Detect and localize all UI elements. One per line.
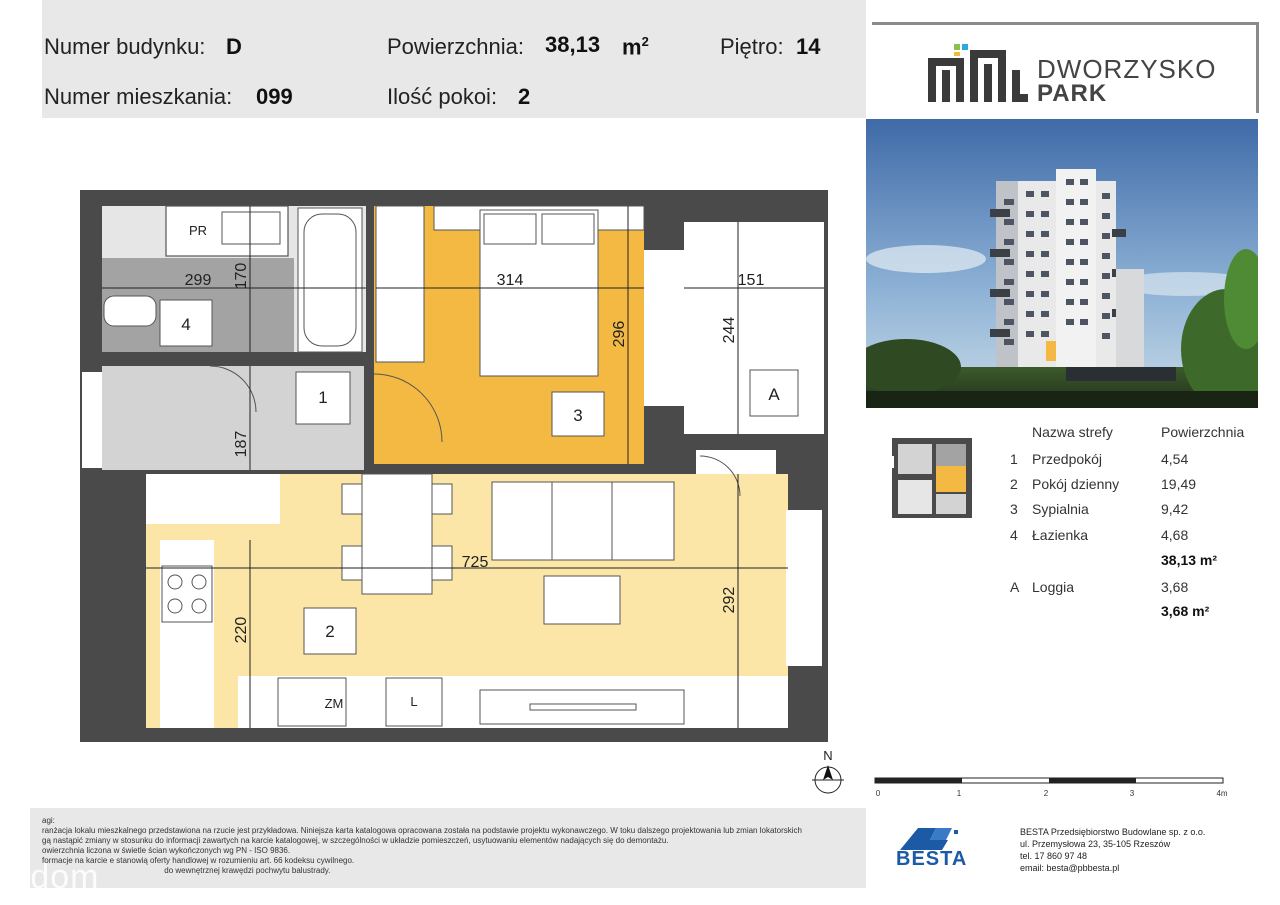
legend-row-no: 2 xyxy=(1010,476,1018,492)
company-contact xyxy=(1020,826,1205,874)
company-address: ul. Przemysłowa 23, 35-105 Rzeszów xyxy=(1020,839,1171,849)
dim-label: 314 xyxy=(496,272,524,289)
fixture-label-pr: PR xyxy=(188,223,208,238)
dim-label: 244 xyxy=(721,316,738,344)
footnote-line: agi: xyxy=(42,816,55,825)
legend-row-no: 4 xyxy=(1010,527,1018,543)
company-email: email: besta@pbbesta.pl xyxy=(1020,863,1120,873)
legend-row-area: 9,42 xyxy=(1161,501,1189,517)
building-label: Numer budynku: xyxy=(44,34,206,59)
room-label-4: 4 xyxy=(181,315,191,334)
legend-total-extra: 3,68 m² xyxy=(1161,603,1210,619)
floor-plan xyxy=(70,180,860,805)
scale-label: 1 xyxy=(956,789,962,798)
besta-brand-text: BESTA xyxy=(896,848,968,870)
legend-row-no: 1 xyxy=(1010,451,1018,467)
wardrobe xyxy=(146,474,280,524)
dworzysko-logo-icon xyxy=(924,40,1034,106)
scale-label: 2 xyxy=(1043,789,1049,798)
fixture-label-zm: ZM xyxy=(324,696,344,711)
legend-row-name: Przedpokój xyxy=(1032,451,1103,467)
dim-label: 725 xyxy=(461,554,489,571)
building-value: D xyxy=(226,34,242,59)
building-rendering-image xyxy=(866,119,1258,408)
legend-row-name: Łazienka xyxy=(1032,527,1089,543)
legend-row-name: Sypialnia xyxy=(1032,501,1089,517)
area-unit-sup: 2 xyxy=(641,34,649,49)
footnote-line: ranżacja lokalu mieszkalnego przedstawiona na rzucie jest przykładowa. Niniejsza karta katalogowa opracowana została na podstawie projektu wykonawczego. W toku dalszego projektowania lub zmian lokatorskich xyxy=(42,826,802,835)
north-label: N xyxy=(823,748,833,763)
legend-total: 38,13 m² xyxy=(1161,552,1218,568)
area-value: 38,13 xyxy=(545,32,601,57)
footnote-line: do wewnętrznej krawędzi pochwytu balustrady. xyxy=(42,866,331,875)
legend-row-name: Loggia xyxy=(1032,579,1075,595)
footnote-line: owierzchnia liczona w świetle ścian wykończonych wg PN - ISO 9836. xyxy=(42,846,291,855)
balcony-door xyxy=(644,250,684,406)
legend-row-area: 3,68 xyxy=(1161,579,1189,595)
footnote-line: gą nastąpić zmiany w stosunku do informacji zawartych na karcie katalogowej, w szczególności w układzie pomieszczeń, usytuowaniu elementów nadających się do demontażu. xyxy=(42,836,669,845)
floor-label: Piętro: xyxy=(720,34,784,59)
apartment-label: Numer mieszkania: xyxy=(44,84,233,109)
logo-text-line1: DWORZYSKO xyxy=(1037,54,1217,84)
dim-label: 220 xyxy=(233,616,250,644)
scale-label: 4m xyxy=(1216,789,1228,798)
legend-row-no: A xyxy=(1010,579,1020,595)
room-label-2: 2 xyxy=(325,622,335,641)
dim-label: 299 xyxy=(184,272,212,289)
door-to-living xyxy=(696,450,776,474)
dim-label: 292 xyxy=(721,586,738,614)
fixture-label-l: L xyxy=(410,694,418,709)
room-label-a: A xyxy=(768,385,780,404)
dim-label: 151 xyxy=(737,272,765,289)
room-label-3: 3 xyxy=(573,406,583,425)
legend-row-area: 4,54 xyxy=(1161,451,1189,467)
rooms-value: 2 xyxy=(518,84,531,109)
scale-label: 0 xyxy=(875,789,881,798)
entrance-door xyxy=(82,372,102,468)
rooms-label: Ilość pokoi: xyxy=(387,84,498,109)
footnote-line: formacje na karcie e stanowią oferty handlowej w rozumieniu art. 66 kodeksu cywilnego. xyxy=(42,856,355,865)
mini-plan-icon xyxy=(888,436,976,522)
dim-label: 296 xyxy=(611,320,628,348)
legend-row-name: Pokój dzienny xyxy=(1032,476,1120,492)
company-name: BESTA Przedsiębiorstwo Budowlane sp. z o.o. xyxy=(1020,827,1206,837)
legend-col-zone: Nazwa strefy xyxy=(1032,424,1113,440)
legend-col-area: Powierzchnia xyxy=(1161,424,1245,440)
room-label-1: 1 xyxy=(318,388,328,407)
dim-label: 187 xyxy=(233,430,250,458)
scale-bar xyxy=(870,772,1240,802)
area-unit: $m^2$ xyxy=(622,34,649,60)
dim-label: 170 xyxy=(233,262,250,290)
floor-value: 14 xyxy=(796,34,821,59)
compass-icon xyxy=(812,765,844,793)
logo-text-line2: PARK xyxy=(1037,80,1108,107)
footnotes xyxy=(42,816,858,876)
legend-row-no: 3 xyxy=(1010,501,1018,517)
company-phone: tel. 17 860 97 48 xyxy=(1020,851,1088,861)
area-label: Powierzchnia: xyxy=(387,34,524,59)
legend-row-area: 19,49 xyxy=(1161,476,1197,492)
apartment-value: 099 xyxy=(256,84,293,109)
legend-row-area: 4,68 xyxy=(1161,527,1189,543)
scale-label: 3 xyxy=(1129,789,1135,798)
living-window xyxy=(786,510,822,666)
watermark-text: todom xyxy=(0,858,100,896)
